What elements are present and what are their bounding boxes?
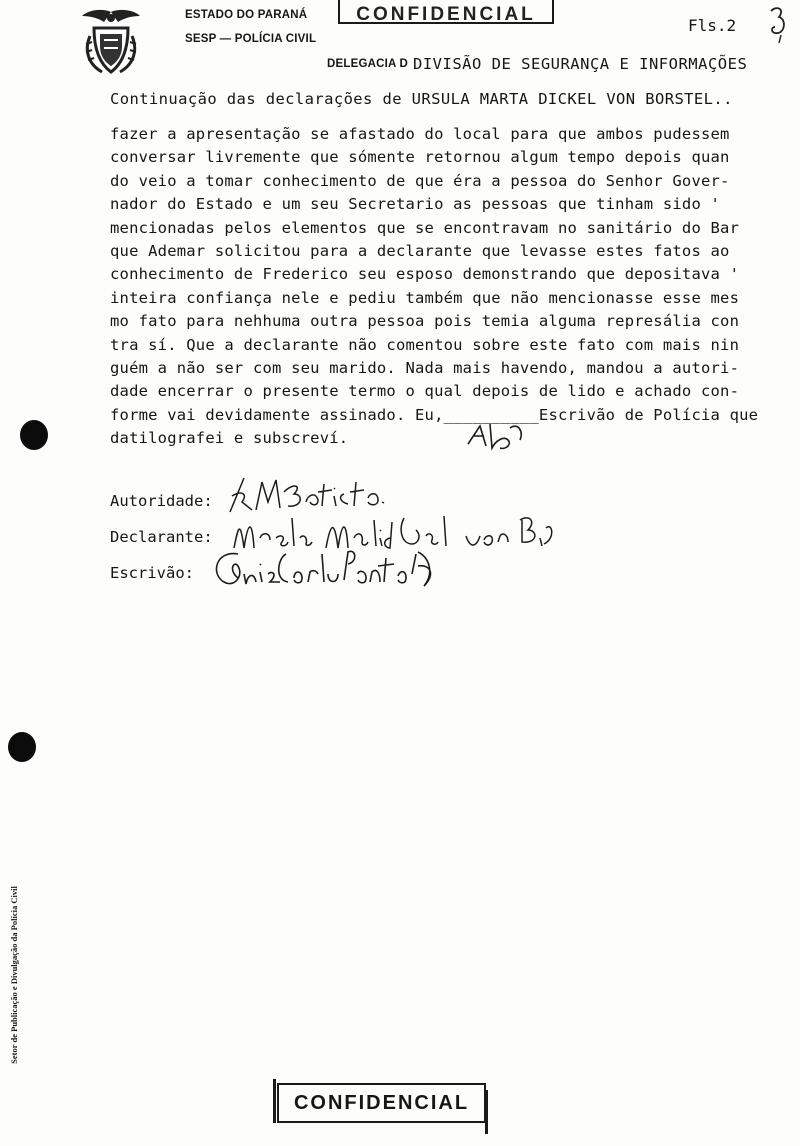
signature-row-autoridade bbox=[110, 486, 213, 516]
clerk-initials-signature bbox=[462, 420, 532, 454]
statement-line: guém a não ser com seu marido. Nada mais havendo, mandou a autori- bbox=[110, 358, 740, 377]
statement-body bbox=[110, 123, 800, 450]
escrivao-label: Escrivão: bbox=[110, 564, 194, 582]
confidential-stamp-bottom: CONFIDENCIAL bbox=[277, 1083, 486, 1123]
confidential-stamp-top bbox=[338, 0, 554, 24]
declarante-label: Declarante: bbox=[110, 528, 213, 546]
statement-line: nador do Estado e um seu Secretario as pessoas que tinham sido ' bbox=[110, 195, 721, 214]
punch-hole bbox=[8, 732, 36, 762]
statement-line: dade encerrar o presente termo o qual depois de lido e achado con- bbox=[110, 382, 740, 401]
statement-line: tra sí. Que a declarante não comentou sobre este fato com mais nin bbox=[110, 335, 740, 354]
side-archive-note: Setor de Publicação e Divulgação da Polícia Civil bbox=[9, 886, 19, 1064]
continuation-heading: Continuação das declarações de URSULA MARTA DICKEL VON BORSTEL.. bbox=[110, 90, 733, 108]
stamp-bottom-right-bar bbox=[485, 1090, 488, 1134]
statement-line: inteira confiança nele e pediu também que não mencionasse esse mes bbox=[110, 288, 740, 307]
statement-line: forme vai devidamente assinado. Eu,__________Escrivão de Polícia que bbox=[110, 405, 759, 424]
stamp-bottom-left-bar bbox=[273, 1079, 276, 1123]
statement-line: mo fato para nehhuma outra pessoa pois temia alguma represália con bbox=[110, 312, 740, 331]
autoridade-label: Autoridade: bbox=[110, 492, 213, 510]
punch-hole bbox=[20, 420, 48, 450]
statement-line: fazer a apresentação se afastado do local para que ambos pudessem bbox=[110, 125, 730, 143]
department-heading: SESP — POLÍCIA CIVIL bbox=[185, 33, 317, 45]
signature-row-escrivao bbox=[110, 558, 213, 588]
state-heading: ESTADO DO PARANÁ bbox=[185, 9, 308, 21]
statement-line: conversar livremente que sómente retornou algum tempo depois quan bbox=[110, 148, 730, 167]
statement-line: que Ademar solicitou para a declarante que levasse estes fatos ao bbox=[110, 241, 730, 260]
delegacia-label: DELEGACIA D bbox=[327, 58, 408, 70]
division-title: DIVISÃO DE SEGURANÇA E INFORMAÇÕES bbox=[413, 55, 748, 73]
statement-line: conhecimento de Frederico seu esposo demonstrando que depositava ' bbox=[110, 265, 740, 284]
signature-row-declarante bbox=[110, 522, 213, 552]
parana-coat-of-arms bbox=[80, 6, 142, 78]
statement-line: datilografei e subscreví. bbox=[110, 429, 349, 448]
confidential-stamp-top-text: CONFIDENCIAL bbox=[356, 4, 536, 24]
signature-block bbox=[110, 486, 213, 588]
handwritten-folio bbox=[767, 5, 789, 45]
escrivao-signature bbox=[208, 544, 458, 596]
statement-line: mencionadas pelos elementos que se encontravam no sanitário do Bar bbox=[110, 218, 740, 237]
folio-number: Fls.2 bbox=[688, 16, 737, 35]
statement-line: do veio a tomar conhecimento de que éra a pessoa do Senhor Gover- bbox=[110, 171, 730, 190]
